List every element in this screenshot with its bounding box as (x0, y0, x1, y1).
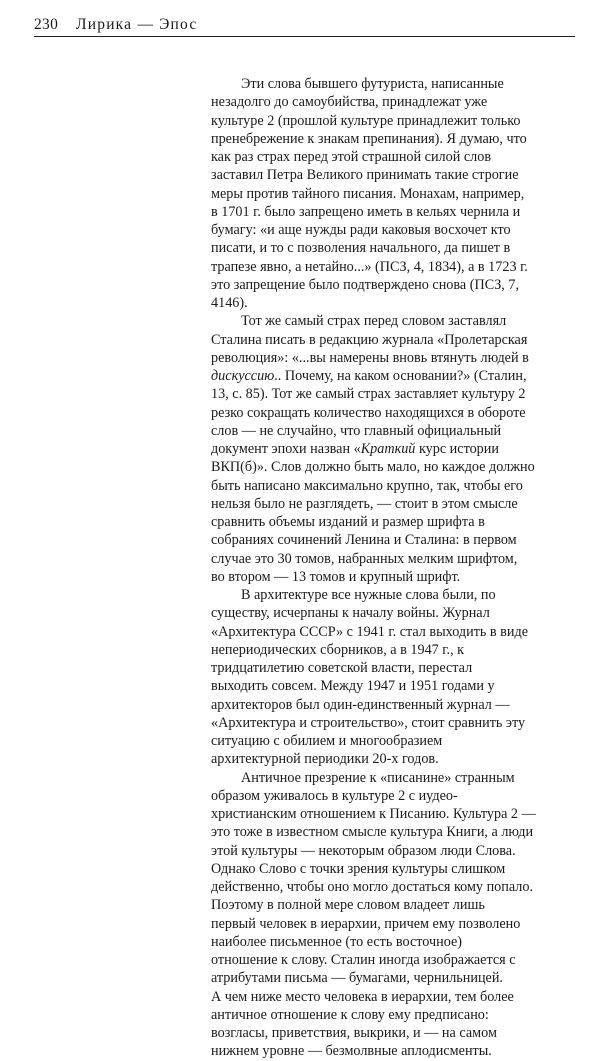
text-line: дискуссию.. Почему, на каком основании?» (Сталин, (211, 368, 527, 384)
text-line: отношение к слову. Сталин иногда изображается с (211, 952, 516, 968)
text-line: Тот же самый страх перед словом заставлял (241, 313, 507, 330)
text-line: этой культуры — некоторым образом люди Слова. (211, 842, 516, 859)
text-line: Античное презрение к «писанине» странным (241, 769, 515, 786)
text-line: архитектурной периодики 20-х годов. (211, 751, 439, 768)
text-line: 13, с. 85). Тот же самый страх заставляет культуру 2 (211, 386, 526, 403)
text-line: наиболее письменное (то есть восточное) (211, 933, 462, 950)
text-line: собраниях сочинений Ленина и Сталина: в первом (211, 532, 517, 549)
text-line: А чем ниже место человека в иерархии, тем более (211, 988, 514, 1005)
text-line: образом уживалось в культуре 2 с иудео- (211, 787, 458, 804)
text-line: документ эпохи назван «Краткий курс истории (211, 441, 499, 457)
text-line: Эти слова бывшего футуриста, написанные (241, 76, 504, 92)
text-line: существу, исчерпаны к началу войны. Журнал (211, 605, 490, 622)
text-line: нижнем уровне — безмолвные аплодисменты. (211, 1043, 492, 1060)
text-line: архитекторов был один-единственный журнал — (211, 696, 510, 713)
text-line: непериодических сборников, а в 1947 г., к (211, 641, 465, 658)
text-line: слов — не случайно, что главный официальный (211, 422, 502, 439)
paragraph (211, 586, 571, 769)
text-line: трапезе явно, а нетайно...» (ПСЗ, 4, 1834), а в 1723 г. (211, 258, 528, 275)
text-line: Поэтому в полной мере словом владеет лишь (211, 897, 485, 914)
text-line: быть написано максимально крупно, так, чтобы его (211, 477, 523, 494)
text-line: бумагу: «и аще нужды ради каковыя восхочет кто (211, 222, 511, 238)
text-line: нельзя было не разглядеть, — стоит в этом смысле (211, 495, 518, 512)
main-text (211, 75, 571, 1061)
text-line: античное отношение к слову ему предписано: (211, 1006, 489, 1023)
text-line: Однако Слово с точки зрения культуры слишком (211, 860, 506, 877)
running-head (34, 14, 575, 37)
text-line: писати, и то с позволения начального, да пишет в (211, 240, 511, 257)
page-number: 230 (34, 16, 59, 33)
text-line: во втором — 13 томов и крупный шрифт. (211, 568, 461, 585)
text-line: революция»: «...вы намерены вновь втянуть людей в (211, 349, 529, 366)
text-line: Сталина писать в редакцию журнала «Пролетарская (211, 331, 528, 348)
text-line: «Архитектура и строительство», стоит сравнить эту (211, 714, 526, 731)
text-line: христианским отношением к Писанию. Культура 2 — (211, 806, 536, 822)
paragraph (211, 769, 571, 1061)
paragraph (211, 75, 571, 312)
text-line: действенно, чтобы оно могло достаться кому попало. (211, 879, 533, 895)
text-line: пренебрежение к знакам препинания). Я думаю, что (211, 130, 527, 147)
text-line: это тоже в известном смысле культура Книги, а люди (211, 824, 534, 841)
italic-emphasis: дискуссию (211, 368, 275, 384)
text-line: случае это 30 томов, набранных мелким шрифтом, (211, 550, 518, 567)
paragraph (211, 312, 571, 586)
text-line: незадолго до самоубийства, принадлежат уже (211, 94, 488, 111)
text-line: это запрещение было подтверждено снова (ПСЗ, 7, (211, 276, 520, 293)
text-line: тридцатилетию советской власти, перестал (211, 660, 473, 676)
text-line: резко сокращать количество находящихся в обороте (211, 404, 526, 421)
text-line: меры против тайного писания. Монахам, например, (211, 185, 525, 202)
text-line: атрибутами письма — бумагами, чернильницей. (211, 970, 503, 987)
italic-emphasis: Краткий (360, 441, 416, 457)
text-line: «Архитектура СССР» с 1941 г. стал выходить в виде (211, 623, 528, 640)
text-line: в 1701 г. было запрещено иметь в кельях чернила и (211, 203, 521, 220)
text-line: выходить совсем. Между 1947 и 1951 годами у (211, 678, 495, 695)
running-title: Лирика — Эпос (76, 16, 198, 33)
text-line: первый человек в иерархии, причем ему позволено (211, 915, 521, 932)
text-line: ВКП(б)». Слов должно быть мало, но каждое должно (211, 459, 535, 476)
text-line: культуре 2 (прошлой культуре принадлежит только (211, 112, 521, 129)
text-line: возгласы, приветствия, выкрики, и — на самом (211, 1025, 497, 1041)
text-line: заставил Петра Великого принимать такие строгие (211, 167, 519, 184)
text-line: как раз страх перед этой страшной силой слов (211, 149, 492, 165)
text-line: ситуацию с обилием и многообразием (211, 733, 443, 749)
text-line: 4146). (211, 295, 248, 311)
text-line: В архитектуре все нужные слова были, по (241, 587, 496, 603)
text-line: сравнить объемы изданий и размер шрифта в (211, 514, 485, 530)
